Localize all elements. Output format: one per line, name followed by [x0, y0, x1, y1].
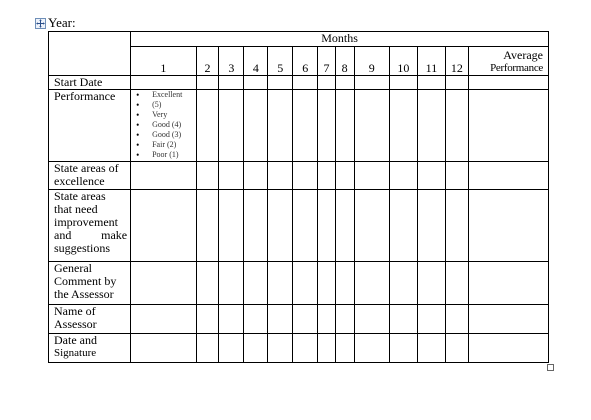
table-row [49, 32, 549, 47]
table-cell[interactable] [219, 190, 244, 262]
start-date-label: Start Date [49, 76, 131, 90]
list-item: • Good (3) [134, 130, 192, 140]
table-cell[interactable] [318, 90, 336, 162]
table-cell[interactable] [335, 190, 354, 262]
table-cell[interactable] [354, 76, 389, 90]
table-cell[interactable] [268, 90, 293, 162]
table-cell[interactable] [445, 162, 468, 190]
table-cell[interactable] [219, 162, 244, 190]
table-cell[interactable] [389, 262, 417, 305]
table-cell[interactable] [293, 76, 318, 90]
table-cell[interactable] [354, 305, 389, 334]
months-header: Months [131, 32, 549, 47]
table-cell[interactable] [131, 305, 196, 334]
table-cell[interactable] [293, 334, 318, 363]
average-header-line2: Performance [490, 62, 543, 74]
month-number: 9 [354, 47, 389, 76]
table-row [49, 190, 549, 262]
table-cell[interactable] [389, 90, 417, 162]
average-performance-header [468, 47, 548, 76]
month-number: 11 [417, 47, 445, 76]
year-label: Year: [48, 15, 76, 30]
table-cell[interactable] [196, 305, 219, 334]
table-cell[interactable] [131, 76, 196, 90]
table-cell[interactable] [468, 162, 548, 190]
table-cell[interactable] [244, 90, 268, 162]
table-cell[interactable] [417, 76, 445, 90]
table-cell[interactable] [468, 76, 548, 90]
table-cell[interactable] [389, 190, 417, 262]
month-number: 5 [268, 47, 293, 76]
table-cell[interactable] [335, 162, 354, 190]
table-cell[interactable] [244, 162, 268, 190]
areas-for-improvement-label [49, 190, 131, 262]
table-cell[interactable] [389, 76, 417, 90]
table-cell[interactable] [354, 190, 389, 262]
table-cell[interactable] [131, 162, 196, 190]
label-line: Assessor [54, 317, 97, 331]
table-cell[interactable] [318, 162, 336, 190]
corner-cell[interactable] [49, 32, 131, 76]
table-cell[interactable] [293, 90, 318, 162]
table-cell[interactable] [417, 162, 445, 190]
month-number: 8 [335, 47, 354, 76]
table-cell[interactable] [196, 90, 219, 162]
month-number: 1 [131, 47, 196, 76]
label-line: excellence [54, 174, 105, 188]
table-cell[interactable] [445, 262, 468, 305]
table-cell[interactable] [468, 305, 548, 334]
average-header-line1: Average [503, 48, 543, 62]
table-cell[interactable] [445, 334, 468, 363]
table-row [49, 262, 549, 305]
assessor-name-label [49, 305, 131, 334]
table-cell[interactable] [335, 334, 354, 363]
table-cell[interactable] [318, 76, 336, 90]
table-row [49, 334, 549, 363]
table-cell[interactable] [354, 262, 389, 305]
table-cell[interactable] [468, 190, 548, 262]
table-cell[interactable] [219, 76, 244, 90]
label-word: and [54, 228, 72, 242]
table-cell[interactable] [219, 305, 244, 334]
table-cell[interactable] [293, 162, 318, 190]
table-cell[interactable] [293, 305, 318, 334]
table-cell[interactable] [244, 334, 268, 363]
table-cell[interactable] [417, 190, 445, 262]
table-cell[interactable] [244, 305, 268, 334]
table-row [49, 162, 549, 190]
table-cell[interactable] [196, 76, 219, 90]
table-cell[interactable] [318, 334, 336, 363]
table-cell[interactable] [468, 262, 548, 305]
label-line: Signature [54, 347, 97, 359]
table-cell[interactable] [268, 262, 293, 305]
table-resize-handle[interactable] [547, 364, 554, 371]
table-cell[interactable] [354, 162, 389, 190]
table-cell[interactable] [335, 305, 354, 334]
label-line: improvement [54, 215, 118, 229]
label-line: State areas of [54, 161, 119, 175]
table-cell[interactable] [417, 90, 445, 162]
table-cell[interactable] [131, 262, 196, 305]
month-number: 12 [445, 47, 468, 76]
table-cell[interactable] [468, 90, 548, 162]
table-cell[interactable] [318, 305, 336, 334]
table-cell[interactable] [196, 334, 219, 363]
table-cell[interactable] [318, 262, 336, 305]
table-cell[interactable] [268, 305, 293, 334]
table-cell[interactable] [354, 90, 389, 162]
table-row [49, 90, 549, 162]
table-cell[interactable] [445, 76, 468, 90]
table-cell[interactable] [219, 90, 244, 162]
table-cell[interactable] [196, 162, 219, 190]
label-line: that need [54, 202, 98, 216]
list-item: • (5) [134, 100, 192, 110]
month-number: 6 [293, 47, 318, 76]
table-cell[interactable] [196, 262, 219, 305]
table-cell[interactable] [293, 262, 318, 305]
month-number: 10 [389, 47, 417, 76]
table-cell[interactable] [244, 262, 268, 305]
date-signature-label [49, 334, 131, 363]
general-comment-label [49, 262, 131, 305]
rating-scale-cell[interactable] [131, 90, 196, 162]
label-line: Name of [54, 304, 96, 318]
table-cell[interactable] [268, 334, 293, 363]
table-cell[interactable] [268, 76, 293, 90]
table-cell[interactable] [335, 76, 354, 90]
list-item: • Excellent [134, 90, 192, 100]
table-cell[interactable] [389, 305, 417, 334]
label-word: make [101, 228, 128, 242]
table-move-handle-icon[interactable] [35, 18, 46, 29]
month-number: 4 [244, 47, 268, 76]
table-cell[interactable] [219, 334, 244, 363]
table-cell[interactable] [417, 262, 445, 305]
table-cell[interactable] [318, 190, 336, 262]
list-item: • Good (4) [134, 120, 192, 130]
month-number: 7 [318, 47, 336, 76]
table-cell[interactable] [335, 90, 354, 162]
table-cell[interactable] [468, 334, 548, 363]
table-cell[interactable] [335, 262, 354, 305]
table-cell[interactable] [445, 305, 468, 334]
label-line: Comment by [54, 274, 117, 288]
table-cell[interactable] [445, 90, 468, 162]
table-cell[interactable] [293, 190, 318, 262]
table-cell[interactable] [417, 305, 445, 334]
table-cell[interactable] [219, 262, 244, 305]
table-cell[interactable] [445, 190, 468, 262]
label-line: Date and [54, 333, 97, 347]
table-cell[interactable] [268, 190, 293, 262]
table-cell[interactable] [417, 334, 445, 363]
performance-label: Performance [49, 90, 131, 162]
table-row [49, 76, 549, 90]
table-cell[interactable] [354, 334, 389, 363]
table-row [49, 305, 549, 334]
table-cell[interactable] [131, 190, 196, 262]
table-cell[interactable] [389, 162, 417, 190]
assessment-table [48, 31, 549, 363]
list-item: • Poor (1) [134, 150, 192, 160]
list-item: • Very [134, 110, 192, 120]
table-cell[interactable] [244, 76, 268, 90]
table-cell[interactable] [244, 190, 268, 262]
rating-scale-list [134, 90, 192, 160]
month-number: 2 [196, 47, 219, 76]
areas-of-excellence-label [49, 162, 131, 190]
month-number: 3 [219, 47, 244, 76]
table-cell[interactable] [196, 190, 219, 262]
table-cell[interactable] [268, 162, 293, 190]
label-line: General [54, 261, 92, 275]
table-cell[interactable] [131, 334, 196, 363]
label-line: the Assessor [54, 287, 114, 301]
label-line: State areas [54, 189, 106, 203]
table-cell[interactable] [389, 334, 417, 363]
label-line: suggestions [54, 241, 111, 255]
list-item: • Fair (2) [134, 140, 192, 150]
